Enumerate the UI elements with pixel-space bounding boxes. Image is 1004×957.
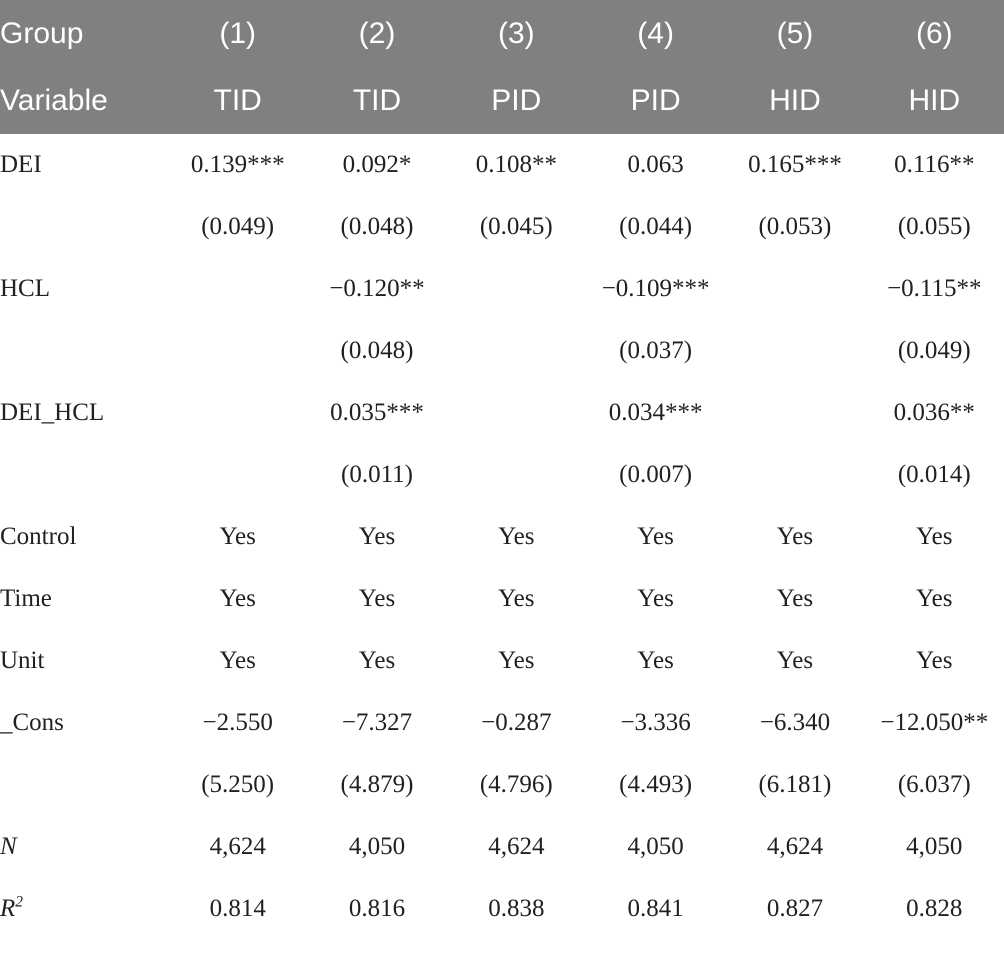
cell-col-5: (6.181) [758, 771, 832, 798]
header-variable-6: HID [865, 67, 1004, 134]
row-label [0, 320, 168, 382]
cell-col-6: Yes [916, 647, 953, 674]
header-variable-5: HID [725, 67, 864, 134]
table-row [0, 196, 1004, 258]
cell-col-4: (0.007) [619, 461, 693, 488]
cell-col-4: 0.034*** [608, 399, 703, 426]
header-variable-1: TID [168, 67, 307, 134]
cell-col-2: (0.011) [341, 461, 413, 488]
stat-label-r2: $R^2$ [0, 893, 24, 922]
cell-col-4: (4.493) [619, 771, 693, 798]
header-group-3: (3) [447, 0, 586, 67]
cell-col-2: 0.816 [348, 895, 406, 922]
cell-col-1: (5.250) [201, 771, 275, 798]
cell-col-3: 0.108** [475, 151, 557, 178]
header-variable-4: PID [586, 67, 725, 134]
cell-col-2: (0.048) [340, 337, 414, 364]
table-row [0, 816, 1004, 878]
table-row [0, 568, 1004, 630]
row-label: Control [0, 523, 77, 550]
row-label [0, 816, 168, 878]
header-group-5: (5) [725, 0, 864, 67]
table-row [0, 320, 1004, 382]
cell-col-1 [168, 444, 307, 506]
table-row [0, 878, 1004, 940]
cell-col-5: −6.340 [759, 709, 831, 736]
cell-col-3: Yes [498, 585, 535, 612]
cell-col-1: Yes [219, 523, 256, 550]
cell-col-5: (0.053) [758, 213, 832, 240]
cell-col-6: 4,050 [906, 833, 963, 860]
cell-col-4: Yes [637, 523, 674, 550]
table-header [0, 0, 1004, 134]
cell-col-2: (4.879) [340, 771, 414, 798]
cell-col-6: (0.055) [897, 213, 971, 240]
cell-col-2: 4,050 [348, 833, 406, 860]
cell-col-6: 0.036** [893, 399, 975, 426]
cell-col-5: 4,624 [766, 833, 824, 860]
cell-col-5: Yes [776, 523, 814, 550]
cell-col-6: 0.116** [894, 151, 975, 178]
cell-col-1 [168, 258, 307, 320]
cell-col-2: −0.120** [329, 275, 425, 302]
cell-col-4: (0.037) [619, 337, 693, 364]
cell-col-3: −0.287 [481, 709, 552, 736]
row-label [0, 754, 168, 816]
cell-col-6: 0.828 [906, 895, 963, 922]
cell-col-3: 0.838 [488, 895, 545, 922]
table-row [0, 692, 1004, 754]
cell-col-4: Yes [637, 585, 674, 612]
cell-col-1 [168, 382, 307, 444]
header-variable-3: PID [447, 67, 586, 134]
row-label [0, 196, 168, 258]
table-row [0, 134, 1004, 196]
cell-col-6: Yes [916, 585, 953, 612]
cell-col-6: Yes [916, 523, 953, 550]
cell-col-3: 4,624 [488, 833, 545, 860]
cell-col-2: (0.048) [340, 213, 414, 240]
header-row-group [0, 0, 1004, 67]
header-group-2: (2) [307, 0, 446, 67]
cell-col-4: (0.044) [619, 213, 693, 240]
cell-col-4: 0.841 [627, 895, 684, 922]
cell-col-5: Yes [776, 647, 814, 674]
cell-col-3 [447, 320, 586, 382]
cell-col-1: 4,624 [209, 833, 266, 860]
cell-col-3 [447, 258, 586, 320]
cell-col-3 [447, 382, 586, 444]
cell-col-1: Yes [219, 647, 256, 674]
cell-col-2: 0.092* [342, 151, 412, 178]
cell-col-2: Yes [358, 523, 396, 550]
header-variable-2: TID [307, 67, 446, 134]
cell-col-3 [447, 444, 586, 506]
cell-col-5 [725, 320, 864, 382]
cell-col-5 [725, 258, 864, 320]
table-row [0, 754, 1004, 816]
row-label [0, 878, 168, 940]
row-label [0, 444, 168, 506]
cell-col-3: Yes [498, 523, 535, 550]
table-row [0, 258, 1004, 320]
row-label: HCL [0, 275, 50, 302]
row-label: DEI [0, 151, 42, 178]
table-body [0, 134, 1004, 940]
cell-col-4: 0.063 [627, 151, 684, 178]
cell-col-2: 0.035*** [330, 399, 424, 426]
cell-col-6: −0.115** [887, 275, 982, 302]
header-group-4: (4) [586, 0, 725, 67]
cell-col-5 [725, 444, 864, 506]
row-label: Time [0, 585, 52, 612]
cell-col-6: (0.014) [897, 461, 971, 488]
cell-col-2: −7.327 [341, 709, 413, 736]
cell-col-1: −2.550 [202, 709, 273, 736]
cell-col-1: 0.139*** [190, 151, 285, 178]
header-row-variable [0, 67, 1004, 134]
cell-col-3: Yes [498, 647, 535, 674]
cell-col-5: Yes [776, 585, 814, 612]
table-row [0, 506, 1004, 568]
cell-col-1: 0.814 [209, 895, 266, 922]
header-group-label: Group [0, 0, 168, 67]
cell-col-3: (0.045) [479, 213, 553, 240]
cell-col-4: −0.109*** [601, 275, 710, 302]
cell-col-3: (4.796) [479, 771, 553, 798]
cell-col-6: (6.037) [897, 771, 971, 798]
row-label: Unit [0, 647, 45, 674]
cell-col-2: Yes [358, 585, 396, 612]
cell-col-6: −12.050** [880, 709, 989, 736]
header-variable-label: Variable [0, 67, 168, 134]
row-label: _Cons [0, 709, 64, 736]
table-row [0, 382, 1004, 444]
cell-col-1: (0.049) [201, 213, 275, 240]
row-label: DEI_HCL [0, 399, 105, 426]
cell-col-5 [725, 382, 864, 444]
cell-col-2: Yes [358, 647, 396, 674]
cell-col-4: −3.336 [620, 709, 691, 736]
cell-col-4: 4,050 [627, 833, 684, 860]
cell-col-5: 0.827 [766, 895, 824, 922]
cell-col-5: 0.165*** [748, 151, 842, 178]
header-group-1: (1) [168, 0, 307, 67]
cell-col-1: Yes [219, 585, 256, 612]
table-row [0, 630, 1004, 692]
stat-label-n: N [0, 833, 17, 860]
cell-col-4: Yes [637, 647, 674, 674]
cell-col-6: (0.049) [897, 337, 971, 364]
table-row [0, 444, 1004, 506]
header-group-6: (6) [865, 0, 1004, 67]
cell-col-1 [168, 320, 307, 382]
